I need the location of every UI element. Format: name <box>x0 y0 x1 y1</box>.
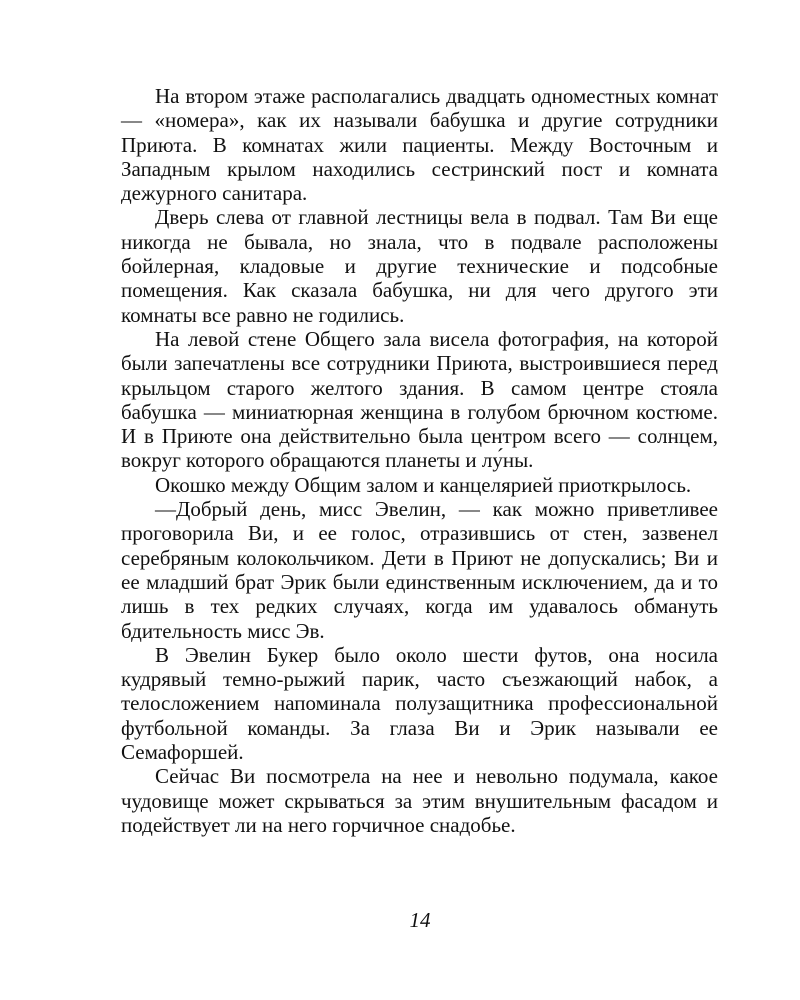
paragraph: На левой стене Общего зала висела фотография, на которой были запечатлены все сотрудники Приюта, выстроившиеся перед крыльцом старого желтого здания. В самом центре стояла бабушка — миниатюрная женщина в голубом брючном костюме. И в Приюте она действительно была центром всего — солнцем, вокруг которого обращаются планеты и лу́ны. <box>121 326 718 473</box>
paragraph: Дверь слева от главной лестницы вела в подвал. Там Ви еще никогда не бывала, но знала, что в подвале расположены бойлерная, кладовые и другие технические и подсобные помещения. Как сказала бабушка, ни для чего другого эти комнаты все равно не годились. <box>121 205 718 327</box>
paragraph: На втором этаже располагались двадцать одноместных комнат — «номера», как их называли бабушка и другие сотрудники Приюта. В комнатах жили пациенты. Между Восточным и Западным крылом находились сестринский пост и комната дежурного санитара. <box>121 84 718 206</box>
body-text <box>121 84 718 837</box>
paragraph: —Добрый день, мисс Эвелин, — как можно приветливее проговорила Ви, и ее голос, отразившись от стен, зазвенел серебряным колокольчиком. Дети в Приют не допускались; Ви и ее младший брат Эрик были единственным исключением, да и то лишь в тех редких случаях, когда им удавалось обмануть бдительность мисс Эв. <box>121 497 718 643</box>
paragraph: Сейчас Ви посмотрела на нее и невольно подумала, какое чудовище может скрываться за этим внушительным фасадом и подействует ли на него горчичное снадобье. <box>121 764 718 837</box>
paragraph: Окошко между Общим залом и канцелярией приоткрылось. <box>155 472 692 497</box>
page-number: 14 <box>409 908 431 932</box>
paragraph: В Эвелин Букер было около шести футов, она носила кудрявый темно-рыжий парик, часто съезжающий набок, а телосложением напоминала полузащитника профессиональной футбольной команды. За глаза Ви и Эрик называли ее Семафоршей. <box>121 642 718 765</box>
